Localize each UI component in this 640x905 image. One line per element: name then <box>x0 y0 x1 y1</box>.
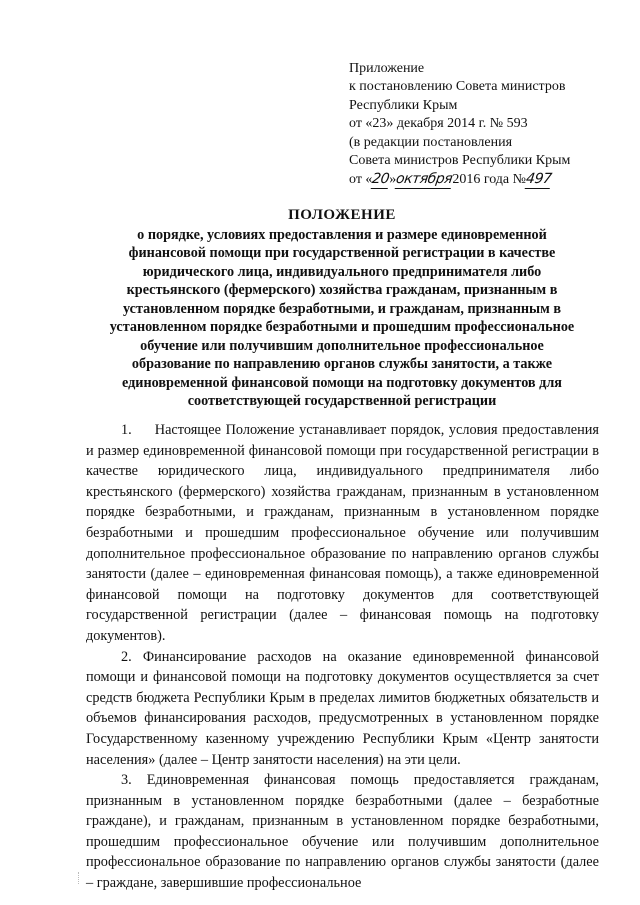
handwritten-month: октября <box>395 170 454 189</box>
appendix-line: Приложение <box>349 61 425 76</box>
margin-mark <box>78 872 81 884</box>
document-body <box>86 420 599 894</box>
title-line: единовременной финансовой помощи на подготовку документов для <box>122 374 562 391</box>
handwritten-number: 497 <box>525 170 553 189</box>
appendix-block <box>349 60 599 190</box>
appendix-line: Республики Крым <box>349 97 458 113</box>
date-prefix: от « <box>349 172 373 188</box>
title-line: установленном порядке безработными и прошедшим профессиональное <box>109 319 575 335</box>
date-quote: » <box>389 172 397 188</box>
appendix-amendment-line <box>349 170 599 189</box>
title-line: установленном порядке безработными, и гражданам, признанным в <box>123 300 561 317</box>
date-year: 2016 года № <box>452 172 526 188</box>
title-line: образование по направлению органов службы занятости, а также <box>131 356 553 372</box>
paragraph-3: 3. Единовременная финансовая помощь предоставляется гражданам, признанным в установленном порядке безработными (далее – безработные граждане), и гражданам, признанным в установленном порядке безработными, прошедшим профессиональное обучение или получившим дополнительное профессиональное образование по направлению органов службы занятости (далее – граждане, завершившие профессиональное <box>86 772 599 892</box>
document-title <box>86 206 598 411</box>
appendix-line: Совета министров Республики Крым <box>349 153 571 169</box>
appendix-line: (в редакции постановления <box>349 134 513 150</box>
handwritten-day: 20 <box>371 170 391 189</box>
title-line: соответствующей государственной регистрации <box>187 393 497 409</box>
paragraph-2: 2. Финансирование расходов на оказание единовременной финансовой помощи и финансовой помощи на подготовку документов осуществляется за счет средств бюджета Республики Крым в пределах лимитов бюджетных обязательств и объемов финансирования расходов, предусмотренных в установленном порядке Государственному казенному учреждению Республики Крым «Центр занятости населения» (далее – Центр занятости населения) на эти цели. <box>86 648 599 768</box>
title-line: обучение или получившим дополнительное профессиональное <box>140 337 544 354</box>
title-heading: ПОЛОЖЕНИЕ <box>288 207 396 223</box>
appendix-line: к постановлению Совета министров <box>349 79 566 95</box>
title-line: юридического лица, индивидуального предпринимателя либо <box>142 263 542 280</box>
title-line: крестьянского (фермерского) хозяйства гражданам, признанным в <box>126 282 558 298</box>
paragraph-1: 1. Настоящее Положение устанавливает порядок, условия предоставления и размер единовременной финансовой помощи при государственной регистрации в качестве юридического лица, индивидуального предпринимателя либо крестьянского (фермерского) хозяйства гражданам, признанным в установленном порядке безработными, и гражданам, признанным в установленном порядке безработными и прошедшим профессиональное обучение или получившим дополнительное профессиональное образование по направлению органов службы занятости (далее – единовременная финансовая помощь), а также единовременной финансовой помощи на подготовку документов для соответствующей государственной регистрации (далее – финансовая помощь на подготовку документов). <box>86 422 599 644</box>
appendix-line: от «23» декабря 2014 г. № 593 <box>349 116 528 132</box>
title-line: о порядке, условиях предоставления и размере единовременной <box>137 226 547 243</box>
title-line: финансовой помощи при государственной регистрации в качестве <box>128 245 556 261</box>
